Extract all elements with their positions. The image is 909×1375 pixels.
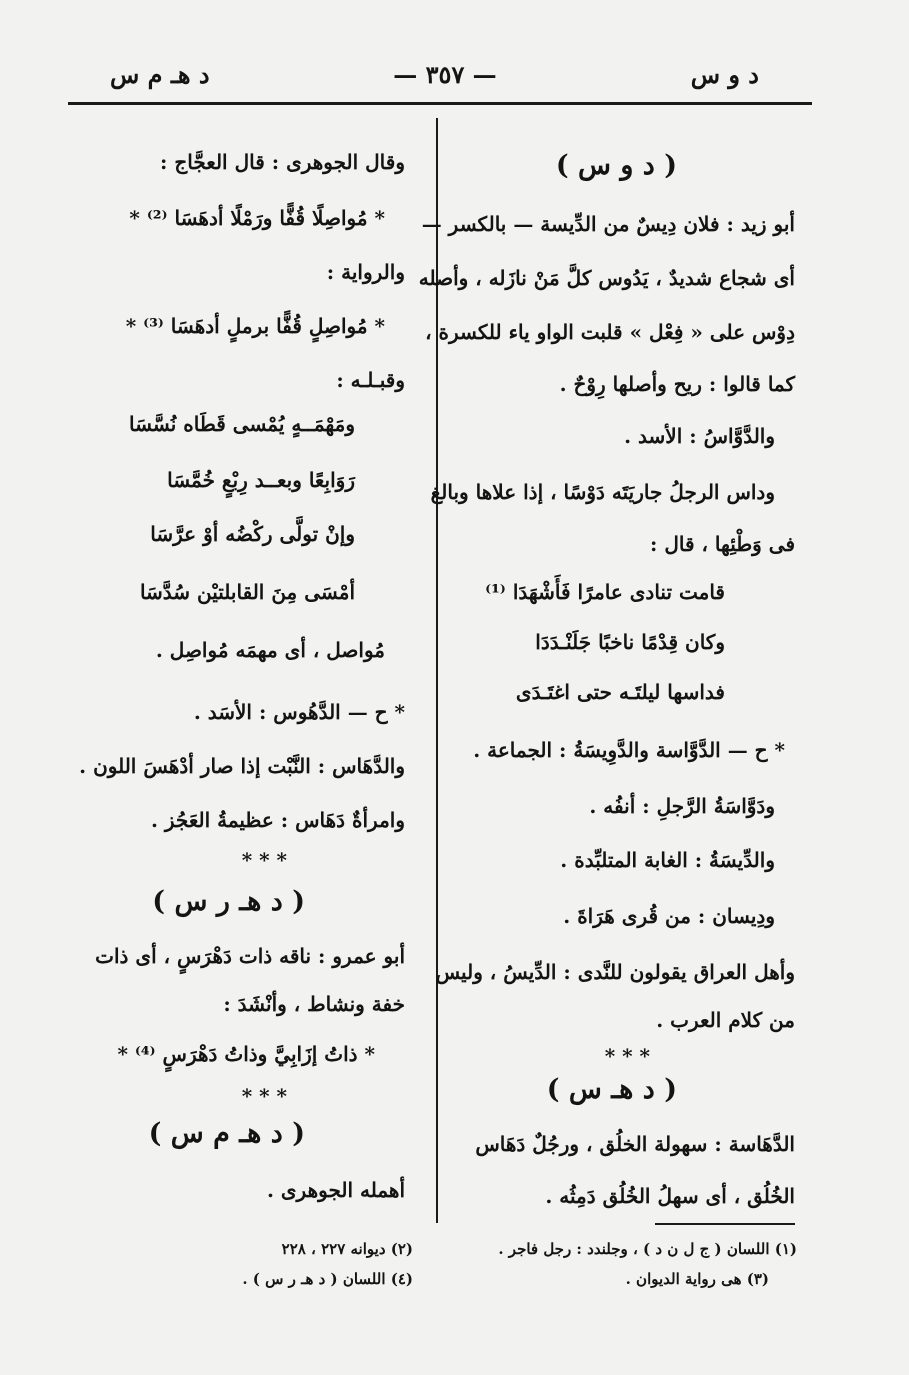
text-line: * ح — الدَّهُوس : الأسَد . [193,700,405,724]
text-line: وداس الرجلُ جاريَتَه دَوْسًا ، إذا علاها وبالغ [430,480,775,504]
text-line: ودِيسان : من قُرى هَرَاةَ . [563,904,775,928]
verse-line: * مُواصِلًا قُفًّا ورَمْلًا أدهَسَا ⁽²⁾ * [129,206,385,230]
text-line: وأهل العراق يقولون للنَّدى : الدِّيسُ ، وليس [435,960,795,984]
text-line: دِوْس على « فِعْل » قلبت الواو ياء للكسرة ، [425,320,795,344]
text-line: والرواية : [326,260,405,284]
text-line: ودَوَّاسَةُ الرَّجلِ : أنفُه . [589,794,775,818]
verse-line: ومَهْمَــهٍ يُمْسى قَطَاه نُسَّسَا [128,412,355,436]
text-line: خفة ونشاط ، وأنْشَدَ : [223,992,405,1016]
verse-line: قامت تنادى عامرًا فَأَشْهَدَا ⁽¹⁾ [485,580,725,604]
footnote: (٤) اللسان ( د هـ ر س ) . [242,1270,413,1288]
text-line: كما قالوا : ريح وأصلها رِوْحٌ . [559,372,795,396]
text-line: والدَّوَّاسُ : الأسد . [624,424,775,448]
verse-line: وإنْ تولَّى ركْضُه أوْ عرَّسَا [150,522,355,546]
text-line: وامرأةٌ دَهَاس : عظيمةُ العَجُز . [150,808,405,832]
text-line: فى وَطْئِها ، قال : [649,532,795,556]
text-line: الخُلُق ، أى سهلُ الخُلُق دَمِثُه . [545,1184,795,1208]
section-divider-stars: * * * [604,1044,650,1068]
page-number: — ٣٥٧ — [393,60,497,89]
verse-line: فداسها ليلتَـه حتى اغتَـدَى [515,680,725,704]
entry-heading: ( د هـ س ) [546,1074,677,1105]
entry-heading: ( د هـ ر س ) [152,886,305,917]
footnote: (١) اللسان ( ج ل ن د ) ، وجلندد : رجل فاجر . [498,1240,797,1258]
text-line: أهمله الجوهرى . [266,1178,405,1202]
running-head-left: د هـ م س [110,60,210,89]
entry-heading: ( د و س ) [555,150,677,181]
section-divider-stars: * * * [241,1084,287,1108]
text-line: وقال الجوهرى : قال العجَّاج : [160,150,405,174]
text-line: * ح — الدَّوَّاسة والدَّوِيسَةُ : الجماعة . [473,738,785,762]
text-line: مُواصل ، أى مهمَه مُواصِل . [155,638,385,662]
entry-heading: ( د هـ م س ) [148,1118,305,1149]
running-head-right: د و س [690,60,759,89]
footnote-rule [655,1223,795,1225]
text-line: أبو عمرو : ناقه ذات دَهْرَسٍ ، أى ذات [95,944,405,968]
text-line: من كلام العرب . [656,1008,795,1032]
footnote: (٢) ديوانه ٢٢٧ ، ٢٢٨ [281,1240,413,1258]
footnote: (٣) هى رواية الديوان . [625,1270,769,1288]
verse-line: * ذاتُ إزَابِيَّ وذاتُ دَهْرَسٍ ⁽⁴⁾ * [117,1042,375,1066]
verse-line: رَوَابِعًا وبعــد رِبْعٍ خُمَّسَا [167,468,355,492]
text-line: والدَّهَاس : النَّبْت إذا صار أدْهَسَ اللون . [79,754,405,778]
text-line: أبو زيد : فلان دِيسٌ من الدِّيسة — بالكسر — [421,212,795,236]
text-line: أى شجاع شديدٌ ، يَدُوس كلَّ مَنْ نازَله ، وأصله [418,266,795,290]
text-line: الدَّهَاسة : سهولة الخلُق ، ورجُلٌ دَهَاس [475,1132,795,1156]
section-divider-stars: * * * [241,848,287,872]
verse-line: أمْسَى مِنَ القابلتيْن سُدَّسَا [139,580,355,604]
text-line: وقبـلـه : [336,368,405,392]
verse-line: وكان قِدْمًا ناخبًا جَلَنْـدَدَا [535,630,725,654]
verse-line: * مُواصِلٍ قُفًّا برملٍ أدهَسَا ⁽³⁾ * [125,314,385,338]
text-line: والدِّيسَةُ : الغابة المتلبِّدة . [560,848,775,872]
left-column [75,0,405,1260]
